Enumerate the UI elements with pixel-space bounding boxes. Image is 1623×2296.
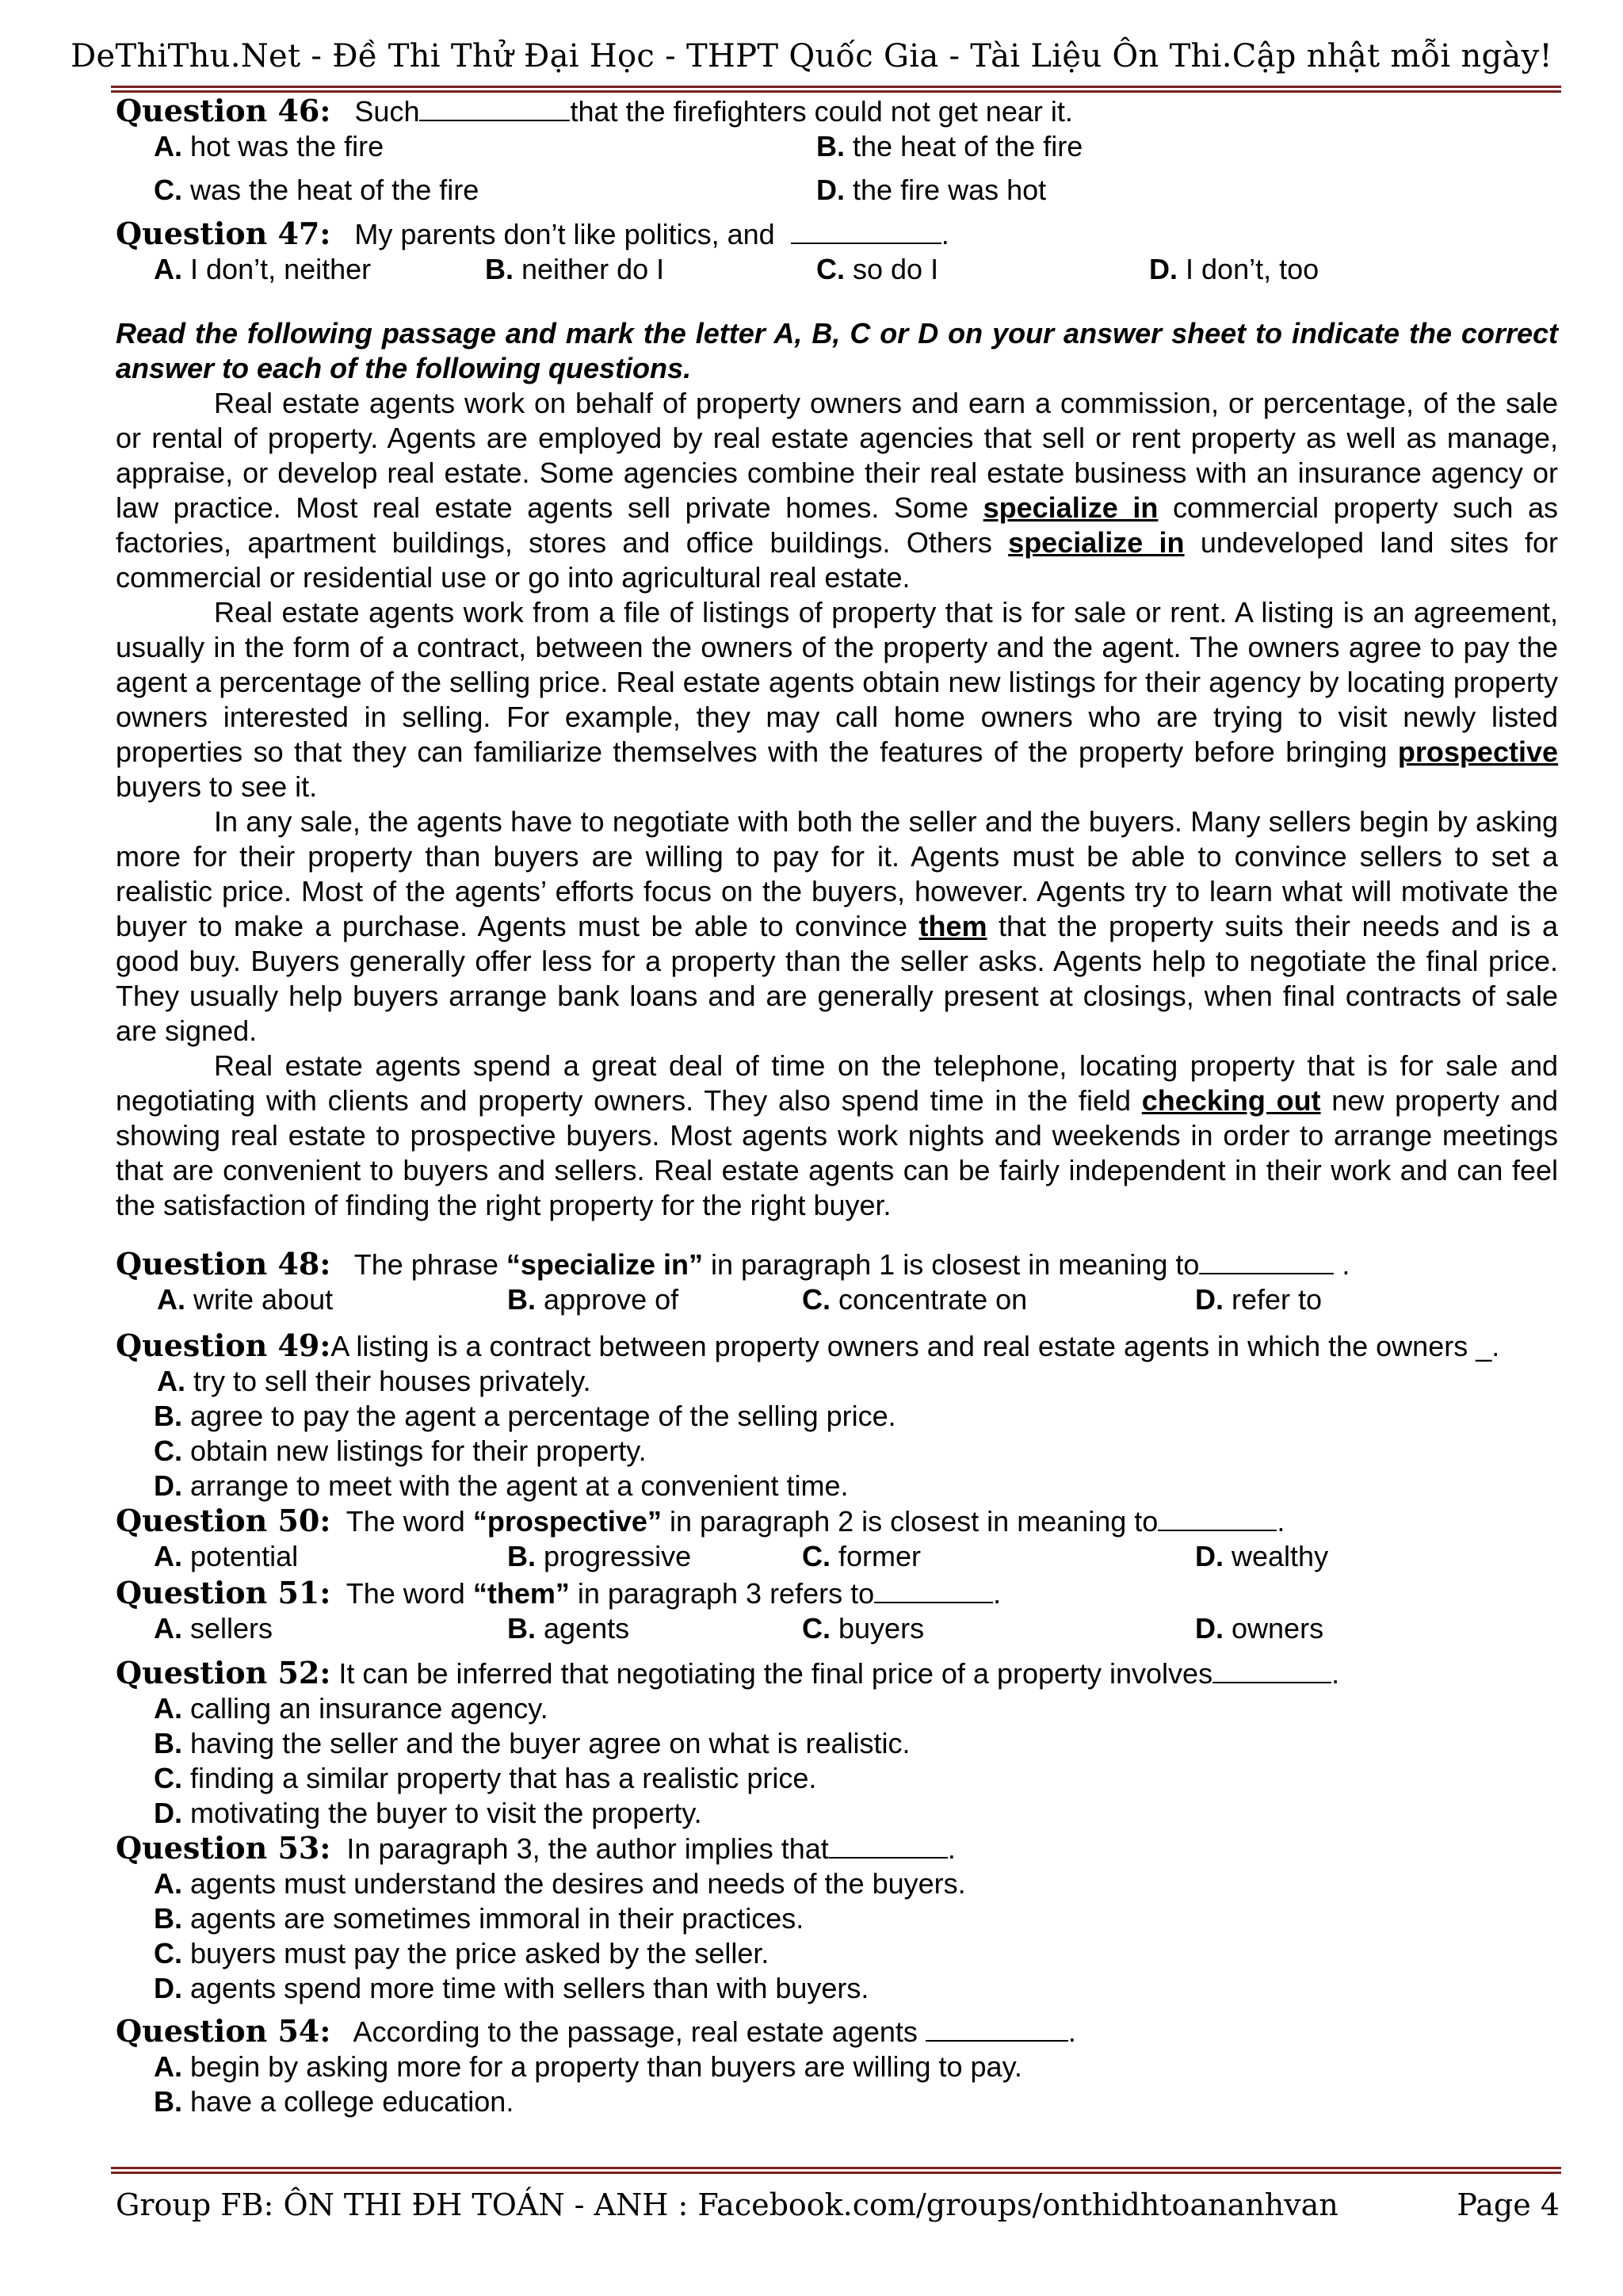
options-46 xyxy=(116,129,1558,173)
page-number: Page 4 xyxy=(1457,2187,1560,2222)
option-c[interactable]: C. concentrate on xyxy=(802,1283,1028,1316)
option-a[interactable]: A. sellers xyxy=(154,1612,273,1645)
option-a[interactable]: A. hot was the fire xyxy=(154,130,384,162)
question-label: Question 46: xyxy=(116,93,331,128)
question-label: Question 49: xyxy=(116,1328,331,1363)
option-d[interactable]: D. owners xyxy=(1195,1612,1324,1645)
footer-group-link: Group FB: ÔN THI ĐH TOÁN - ANH : Facebook.com/groups/onthidhtoananhvan xyxy=(116,2187,1338,2222)
option-a[interactable]: A. agents must understand the desires and needs of the buyers. xyxy=(154,1867,966,1900)
options-50 xyxy=(116,1539,1558,1576)
option-b[interactable]: B. agents xyxy=(507,1612,630,1645)
answer-blank xyxy=(791,219,941,244)
option-d[interactable]: D. wealthy xyxy=(1195,1540,1329,1572)
question-stem: My parents don’t like politics, and xyxy=(354,218,775,250)
question-47: Question 47: My parents don’t like politics, and . xyxy=(116,216,949,251)
question-53: Question 53: In paragraph 3, the author implies that . xyxy=(116,1830,956,1866)
footer-rule xyxy=(111,2167,1561,2174)
paragraph-1: Real estate agents work on behalf of property owners and earn a commission, or percentage, of the sale or rental of property. Agents are employed by real estate agencies that sell or rent property as well as manage, appraise, or develop real estate. Some agencies combine their real estate business with an insurance agency or law practice. Most real estate agents sell private homes. Some specialize in commercial property such as factories, apartment buildings, stores and office buildings. Others specialize in undeveloped land sites for commercial or residential use or go into agricultural real estate. xyxy=(116,387,1558,594)
option-c[interactable]: C. obtain new listings for their property. xyxy=(154,1435,647,1467)
options-46b xyxy=(116,173,1558,216)
option-a[interactable]: A. potential xyxy=(154,1540,299,1572)
option-b[interactable]: B. the heat of the fire xyxy=(816,130,1083,162)
page-header: DeThiThu.Net - Đề Thi Thử Đại Học - THPT Quốc Gia - Tài Liệu Ôn Thi.Cập nhật mỗi ngày! xyxy=(71,38,1552,74)
answer-blank xyxy=(1158,1506,1277,1531)
option-a[interactable]: A. begin by asking more for a property than buyers are willing to pay. xyxy=(154,2050,1022,2083)
question-46 xyxy=(116,94,1558,129)
answer-blank xyxy=(1212,1658,1331,1683)
option-a[interactable]: A. I don’t, neither xyxy=(154,253,372,285)
option-c[interactable]: C. so do I xyxy=(816,253,939,285)
question-50: Question 50: The word “prospective” in paragraph 2 is closest in meaning to . xyxy=(116,1503,1285,1538)
answer-blank xyxy=(829,1833,948,1859)
option-b[interactable]: B. approve of xyxy=(507,1283,679,1316)
question-label: Question 48: xyxy=(116,1246,331,1282)
exam-content xyxy=(116,94,1558,2119)
question-label: Question 51: xyxy=(116,1575,331,1610)
question-48: Question 48: The phrase “specialize in” in paragraph 1 is closest in meaning to . xyxy=(116,1246,1350,1282)
option-b[interactable]: B. neither do I xyxy=(485,253,665,285)
question-stem: Such xyxy=(354,95,420,128)
question-label: Question 50: xyxy=(116,1503,331,1538)
question-54: Question 54: According to the passage, real estate agents . xyxy=(116,2013,1076,2049)
option-d[interactable]: D. refer to xyxy=(1195,1283,1323,1316)
option-b[interactable]: B. agree to pay the agent a percentage of the selling price. xyxy=(154,1400,896,1432)
question-label: Question 53: xyxy=(116,1830,331,1866)
question-label: Question 54: xyxy=(116,2013,331,2049)
question-label: Question 52: xyxy=(116,1655,331,1690)
option-c[interactable]: C. was the heat of the fire xyxy=(154,174,479,206)
paragraph-3: In any sale, the agents have to negotiate with both the seller and the buyers. Many sellers begin by asking more for their property than buyers are willing to pay for it. Agents must be able to convince sellers to set a realistic price. Most of the agents’ efforts focus on the buyers, however. Agents try to learn what will motivate the buyer to make a purchase. Agents must be able to convince them that the property suits their needs and is a good buy. Buyers generally offer less for a property than the seller asks. Agents help to negotiate the final price. They usually help buyers arrange bank loans and are generally present at closings, when final contracts of sale are signed. xyxy=(116,805,1558,1047)
option-d[interactable]: D. motivating the buyer to visit the property. xyxy=(154,1797,702,1829)
option-d[interactable]: D. agents spend more time with sellers than with buyers. xyxy=(154,1972,869,2004)
option-c[interactable]: C. buyers xyxy=(802,1612,925,1645)
option-b[interactable]: B. have a college education. xyxy=(154,2085,514,2118)
paragraph-4: Real estate agents spend a great deal of time on the telephone, locating property that is for sale and negotiating with clients and property owners. They also spend time in the field checking out new property and showing real estate to prospective buyers. Most agents work nights and weekends in order to arrange meetings that are convenient to buyers and sellers. Real estate agents can be fairly independent in their work and can feel the satisfaction of finding the right property for the right buyer. xyxy=(116,1049,1558,1221)
option-d[interactable]: D. I don’t, too xyxy=(1149,253,1319,285)
option-c[interactable]: C. finding a similar property that has a realistic price. xyxy=(154,1762,817,1794)
question-52: Question 52: It can be inferred that negotiating the final price of a property involves . xyxy=(116,1655,1340,1690)
answer-blank xyxy=(1199,1249,1334,1274)
paragraph-2: Real estate agents work from a file of listings of property that is for sale or rent. A listing is an agreement, usually in the form of a contract, between the owners of the property and the agent. The owners agree to pay the agent a percentage of the selling price. Real estate agents obtain new listings for their agency by locating property owners interested in selling. For example, they may call home owners who are trying to visit newly listed properties so that they can familiarize themselves with the features of the property before bringing prospective buyers to see it. xyxy=(116,596,1558,803)
options-51 xyxy=(116,1611,1558,1656)
option-d[interactable]: D. the fire was hot xyxy=(816,174,1047,206)
answer-blank xyxy=(926,2016,1068,2042)
question-label: Question 47: xyxy=(116,216,331,251)
question-stem-end: that the firefighters could not get near it. xyxy=(570,95,1073,128)
option-b[interactable]: B. agents are sometimes immoral in their practices. xyxy=(154,1902,804,1935)
answer-blank xyxy=(419,96,570,121)
instruction: Read the following passage and mark the letter A, B, C or D on your answer sheet to indicate the correct answer to each of the following questions. xyxy=(116,317,1558,384)
question-49: Question 49:A listing is a contract between property owners and real estate agents in which the owners _. xyxy=(116,1328,1500,1363)
option-c[interactable]: C. buyers must pay the price asked by the seller. xyxy=(154,1937,769,1969)
option-c[interactable]: C. former xyxy=(802,1540,922,1572)
option-b[interactable]: B. progressive xyxy=(507,1540,692,1572)
option-a[interactable]: A. try to sell their houses privately. xyxy=(157,1365,591,1397)
option-d[interactable]: D. arrange to meet with the agent at a convenient time. xyxy=(154,1469,849,1502)
answer-blank xyxy=(874,1578,993,1603)
option-a[interactable]: A. write about xyxy=(157,1283,334,1316)
option-b[interactable]: B. having the seller and the buyer agree on what is realistic. xyxy=(154,1727,911,1759)
option-a[interactable]: A. calling an insurance agency. xyxy=(154,1692,548,1725)
options-47 xyxy=(116,252,1558,296)
options-48 xyxy=(116,1282,1558,1320)
question-51: Question 51: The word “them” in paragraph 3 refers to . xyxy=(116,1575,1002,1610)
header-rule xyxy=(111,86,1561,93)
